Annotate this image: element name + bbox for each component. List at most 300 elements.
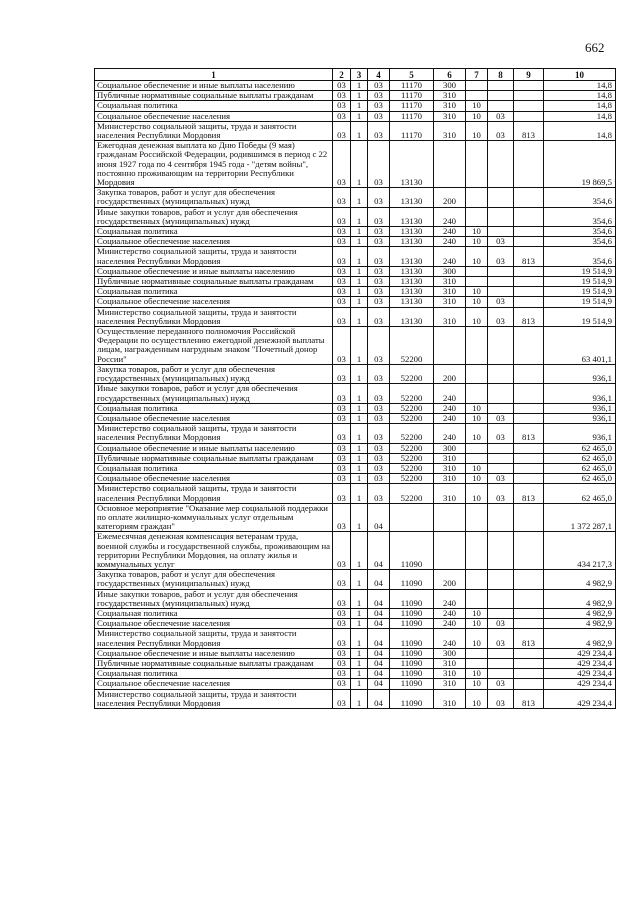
col6-cell: 240 (434, 413, 466, 423)
table-row (95, 91, 616, 101)
header-cell: 4 (368, 69, 390, 81)
table-row (95, 384, 616, 403)
col4-cell: 03 (368, 484, 390, 503)
col6-cell: 310 (434, 277, 466, 287)
amount-cell: 429 234,4 (544, 669, 616, 679)
col5-cell: 11090 (390, 658, 434, 668)
col2-cell: 03 (333, 570, 351, 589)
table-row (95, 364, 616, 383)
col2-cell: 03 (333, 297, 351, 307)
row-name-cell: Социальное обеспечение населения (95, 297, 333, 307)
col7-cell (466, 384, 488, 403)
col8-cell (488, 327, 514, 365)
col2-cell: 03 (333, 101, 351, 111)
col2-cell: 03 (333, 307, 351, 326)
col5-cell (390, 503, 434, 532)
row-name-cell: Министерство социальной защиты, труда и занятости населения Республики Мордовия (95, 689, 333, 708)
col7-cell (466, 570, 488, 589)
col2-cell: 03 (333, 689, 351, 708)
col8-cell (488, 463, 514, 473)
col5-cell: 52200 (390, 413, 434, 423)
col8-cell (488, 81, 514, 91)
col9-cell (514, 237, 544, 247)
col7-cell (466, 364, 488, 383)
col9-cell (514, 619, 544, 629)
col8-cell (488, 364, 514, 383)
col8-cell (488, 188, 514, 207)
col3-cell: 1 (351, 413, 368, 423)
amount-cell: 429 234,4 (544, 679, 616, 689)
row-name-cell: Министерство социальной защиты, труда и занятости населения Республики Мордовия (95, 629, 333, 648)
col3-cell: 1 (351, 463, 368, 473)
col8-cell (488, 608, 514, 618)
table-row (95, 608, 616, 618)
amount-cell: 354,6 (544, 247, 616, 266)
col2-cell: 03 (333, 589, 351, 608)
col4-cell: 04 (368, 503, 390, 532)
col6-cell: 310 (434, 474, 466, 484)
col9-cell: 813 (514, 484, 544, 503)
col9-cell (514, 188, 544, 207)
table-row (95, 247, 616, 266)
col7-cell (466, 266, 488, 276)
row-name-cell: Закупка товаров, работ и услуг для обеспечения государственных (муниципальных) нужд (95, 188, 333, 207)
amount-cell: 936,1 (544, 424, 616, 443)
col6-cell: 240 (434, 384, 466, 403)
col8-cell: 03 (488, 619, 514, 629)
table-row (95, 424, 616, 443)
table-row (95, 629, 616, 648)
col4-cell: 03 (368, 297, 390, 307)
row-name-cell: Публичные нормативные социальные выплаты гражданам (95, 453, 333, 463)
header-cell: 10 (544, 69, 616, 81)
col5-cell: 11090 (390, 669, 434, 679)
col3-cell: 1 (351, 679, 368, 689)
col8-cell: 03 (488, 297, 514, 307)
col5-cell: 52200 (390, 384, 434, 403)
col6-cell: 310 (434, 287, 466, 297)
col5-cell: 52200 (390, 463, 434, 473)
amount-cell: 4 982,9 (544, 570, 616, 589)
col6-cell: 240 (434, 629, 466, 648)
col7-cell: 10 (466, 227, 488, 237)
col3-cell: 1 (351, 207, 368, 226)
col6-cell: 310 (434, 689, 466, 708)
col5-cell: 52200 (390, 474, 434, 484)
amount-cell: 936,1 (544, 364, 616, 383)
row-name-cell: Публичные нормативные социальные выплаты гражданам (95, 277, 333, 287)
col2-cell: 03 (333, 247, 351, 266)
col6-cell: 310 (434, 91, 466, 101)
col6-cell: 310 (434, 101, 466, 111)
col7-cell: 10 (466, 111, 488, 121)
col2-cell: 03 (333, 277, 351, 287)
budget-table (94, 68, 616, 709)
table-row (95, 658, 616, 668)
row-name-cell: Социальное обеспечение населения (95, 619, 333, 629)
col4-cell: 04 (368, 608, 390, 618)
col7-cell (466, 589, 488, 608)
col8-cell (488, 589, 514, 608)
col6-cell: 200 (434, 570, 466, 589)
col8-cell (488, 453, 514, 463)
header-cell: 8 (488, 69, 514, 81)
table-row (95, 101, 616, 111)
row-name-cell: Публичные нормативные социальные выплаты гражданам (95, 658, 333, 668)
col2-cell: 03 (333, 364, 351, 383)
col4-cell: 04 (368, 532, 390, 570)
col3-cell: 1 (351, 277, 368, 287)
col4-cell: 03 (368, 453, 390, 463)
col4-cell: 03 (368, 266, 390, 276)
amount-cell: 4 982,9 (544, 608, 616, 618)
col9-cell (514, 297, 544, 307)
col3-cell: 1 (351, 287, 368, 297)
col7-cell: 10 (466, 629, 488, 648)
row-name-cell: Министерство социальной защиты, труда и занятости населения Республики Мордовия (95, 121, 333, 140)
col2-cell: 03 (333, 111, 351, 121)
col5-cell: 52200 (390, 364, 434, 383)
col6-cell: 240 (434, 237, 466, 247)
col8-cell: 03 (488, 689, 514, 708)
col4-cell: 03 (368, 277, 390, 287)
table-row (95, 237, 616, 247)
col4-cell: 03 (368, 111, 390, 121)
col9-cell: 813 (514, 307, 544, 326)
col7-cell (466, 327, 488, 365)
col2-cell: 03 (333, 121, 351, 140)
col4-cell: 03 (368, 384, 390, 403)
col5-cell: 52200 (390, 327, 434, 365)
col9-cell: 813 (514, 247, 544, 266)
row-name-cell: Социальное обеспечение населения (95, 679, 333, 689)
col2-cell: 03 (333, 679, 351, 689)
col7-cell: 10 (466, 121, 488, 140)
col3-cell: 1 (351, 443, 368, 453)
table-row (95, 689, 616, 708)
col7-cell (466, 503, 488, 532)
col5-cell: 11090 (390, 619, 434, 629)
row-name-cell: Закупка товаров, работ и услуг для обеспечения государственных (муниципальных) нужд (95, 570, 333, 589)
col4-cell: 03 (368, 474, 390, 484)
col5-cell: 11170 (390, 91, 434, 101)
row-name-cell: Социальное обеспечение и иные выплаты населению (95, 81, 333, 91)
amount-cell: 14,8 (544, 101, 616, 111)
col8-cell: 03 (488, 247, 514, 266)
col8-cell (488, 658, 514, 668)
row-name-cell: Иные закупки товаров, работ и услуг для обеспечения государственных (муниципальных) нужд (95, 589, 333, 608)
col7-cell (466, 658, 488, 668)
table-row (95, 111, 616, 121)
col5-cell: 52200 (390, 453, 434, 463)
row-name-cell: Социальная политика (95, 403, 333, 413)
col5-cell: 11090 (390, 608, 434, 618)
col7-cell: 10 (466, 307, 488, 326)
table-row (95, 121, 616, 140)
col4-cell: 03 (368, 121, 390, 140)
col8-cell (488, 648, 514, 658)
col4-cell: 04 (368, 629, 390, 648)
table-body (95, 81, 616, 709)
col9-cell: 813 (514, 424, 544, 443)
col7-cell: 10 (466, 237, 488, 247)
col9-cell (514, 277, 544, 287)
table-row (95, 532, 616, 570)
col9-cell (514, 463, 544, 473)
col3-cell: 1 (351, 327, 368, 365)
col5-cell: 13130 (390, 307, 434, 326)
header-cell: 1 (95, 69, 333, 81)
amount-cell: 19 514,9 (544, 287, 616, 297)
col5-cell: 11170 (390, 121, 434, 140)
budget-table-container (94, 68, 615, 709)
col2-cell: 03 (333, 91, 351, 101)
col8-cell (488, 207, 514, 226)
col5-cell: 13130 (390, 287, 434, 297)
col3-cell: 1 (351, 297, 368, 307)
col3-cell: 1 (351, 608, 368, 618)
col4-cell: 04 (368, 689, 390, 708)
col3-cell: 1 (351, 247, 368, 266)
header-cell: 6 (434, 69, 466, 81)
col2-cell: 03 (333, 327, 351, 365)
table-row (95, 81, 616, 91)
col3-cell: 1 (351, 669, 368, 679)
col6-cell: 240 (434, 608, 466, 618)
col2-cell: 03 (333, 484, 351, 503)
col9-cell (514, 658, 544, 668)
col9-cell (514, 669, 544, 679)
col9-cell (514, 474, 544, 484)
col3-cell: 1 (351, 384, 368, 403)
amount-cell: 19 514,9 (544, 266, 616, 276)
col8-cell: 03 (488, 484, 514, 503)
col6-cell: 240 (434, 589, 466, 608)
col2-cell: 03 (333, 453, 351, 463)
col9-cell (514, 384, 544, 403)
amount-cell: 354,6 (544, 237, 616, 247)
col8-cell (488, 403, 514, 413)
table-row (95, 484, 616, 503)
col3-cell: 1 (351, 484, 368, 503)
table-row (95, 463, 616, 473)
col6-cell: 310 (434, 307, 466, 326)
col3-cell: 1 (351, 629, 368, 648)
col2-cell: 03 (333, 503, 351, 532)
col4-cell: 04 (368, 658, 390, 668)
header-cell: 2 (333, 69, 351, 81)
col3-cell: 1 (351, 91, 368, 101)
col2-cell: 03 (333, 188, 351, 207)
col8-cell (488, 266, 514, 276)
col3-cell: 1 (351, 101, 368, 111)
row-name-cell: Иные закупки товаров, работ и услуг для обеспечения государственных (муниципальных) нужд (95, 207, 333, 226)
col7-cell: 10 (466, 463, 488, 473)
col7-cell: 10 (466, 474, 488, 484)
row-name-cell: Социальное обеспечение и иные выплаты населению (95, 266, 333, 276)
col2-cell: 03 (333, 658, 351, 668)
col3-cell: 1 (351, 237, 368, 247)
col6-cell: 310 (434, 658, 466, 668)
col3-cell: 1 (351, 111, 368, 121)
col6-cell: 310 (434, 453, 466, 463)
col6-cell: 200 (434, 364, 466, 383)
col6-cell: 310 (434, 111, 466, 121)
col2-cell: 03 (333, 443, 351, 453)
col5-cell: 13130 (390, 247, 434, 266)
amount-cell: 19 514,9 (544, 277, 616, 287)
col9-cell: 813 (514, 121, 544, 140)
row-name-cell: Социальное обеспечение населения (95, 413, 333, 423)
col4-cell: 04 (368, 570, 390, 589)
col6-cell: 310 (434, 679, 466, 689)
col5-cell: 11170 (390, 111, 434, 121)
col2-cell: 03 (333, 141, 351, 188)
col4-cell: 03 (368, 101, 390, 111)
col4-cell: 03 (368, 188, 390, 207)
amount-cell: 936,1 (544, 403, 616, 413)
col9-cell (514, 141, 544, 188)
header-cell: 7 (466, 69, 488, 81)
col8-cell (488, 277, 514, 287)
col4-cell: 03 (368, 227, 390, 237)
col4-cell: 03 (368, 327, 390, 365)
col7-cell (466, 532, 488, 570)
col6-cell (434, 532, 466, 570)
col7-cell (466, 91, 488, 101)
row-name-cell: Социальное обеспечение и иные выплаты населению (95, 443, 333, 453)
col2-cell: 03 (333, 403, 351, 413)
col4-cell: 04 (368, 679, 390, 689)
col3-cell: 1 (351, 307, 368, 326)
amount-cell: 14,8 (544, 121, 616, 140)
table-row (95, 277, 616, 287)
col8-cell (488, 101, 514, 111)
col7-cell: 10 (466, 689, 488, 708)
col6-cell: 310 (434, 669, 466, 679)
col9-cell (514, 364, 544, 383)
col7-cell (466, 453, 488, 463)
table-row (95, 327, 616, 365)
row-name-cell: Социальная политика (95, 287, 333, 297)
table-row (95, 266, 616, 276)
row-name-cell: Социальная политика (95, 669, 333, 679)
col2-cell: 03 (333, 81, 351, 91)
col8-cell (488, 384, 514, 403)
table-row (95, 570, 616, 589)
col8-cell: 03 (488, 424, 514, 443)
col4-cell: 04 (368, 669, 390, 679)
col6-cell: 310 (434, 297, 466, 307)
col5-cell: 11170 (390, 81, 434, 91)
col5-cell: 11090 (390, 570, 434, 589)
table-row (95, 297, 616, 307)
amount-cell: 62 465,0 (544, 443, 616, 453)
col2-cell: 03 (333, 669, 351, 679)
col3-cell: 1 (351, 619, 368, 629)
row-name-cell: Публичные нормативные социальные выплаты гражданам (95, 91, 333, 101)
table-row (95, 413, 616, 423)
col5-cell: 11170 (390, 101, 434, 111)
col9-cell (514, 589, 544, 608)
col6-cell: 240 (434, 247, 466, 266)
table-row (95, 227, 616, 237)
amount-cell: 14,8 (544, 111, 616, 121)
col5-cell: 13130 (390, 227, 434, 237)
col3-cell: 1 (351, 658, 368, 668)
amount-cell: 434 217,3 (544, 532, 616, 570)
col6-cell: 200 (434, 188, 466, 207)
amount-cell: 4 982,9 (544, 629, 616, 648)
amount-cell: 429 234,4 (544, 648, 616, 658)
col4-cell: 03 (368, 403, 390, 413)
table-row (95, 648, 616, 658)
col7-cell: 10 (466, 679, 488, 689)
row-name-cell: Министерство социальной защиты, труда и занятости населения Республики Мордовия (95, 484, 333, 503)
col5-cell: 13130 (390, 297, 434, 307)
col8-cell (488, 91, 514, 101)
col7-cell (466, 141, 488, 188)
col5-cell: 11090 (390, 629, 434, 648)
col8-cell (488, 503, 514, 532)
col8-cell: 03 (488, 629, 514, 648)
col3-cell: 1 (351, 266, 368, 276)
col4-cell: 03 (368, 364, 390, 383)
col8-cell: 03 (488, 111, 514, 121)
col3-cell: 1 (351, 532, 368, 570)
col7-cell: 10 (466, 669, 488, 679)
col2-cell: 03 (333, 384, 351, 403)
col6-cell: 240 (434, 424, 466, 443)
col2-cell: 03 (333, 619, 351, 629)
col9-cell (514, 532, 544, 570)
col5-cell: 11090 (390, 589, 434, 608)
col2-cell: 03 (333, 413, 351, 423)
col5-cell: 13130 (390, 207, 434, 226)
col4-cell: 03 (368, 91, 390, 101)
row-name-cell: Социальное обеспечение населения (95, 474, 333, 484)
amount-cell: 62 465,0 (544, 453, 616, 463)
table-row (95, 679, 616, 689)
col3-cell: 1 (351, 474, 368, 484)
col7-cell: 10 (466, 424, 488, 443)
col6-cell: 310 (434, 121, 466, 140)
col8-cell: 03 (488, 474, 514, 484)
col9-cell (514, 503, 544, 532)
row-name-cell: Ежегодная денежная выплата ко Дню Победы (9 мая) гражданам Российской Федерации, родившимся в период с 22 июня 1927 года по 4 сентября 1945 года - "детям войны", постоянно проживающим на территории Республики Мордовия (95, 141, 333, 188)
col6-cell: 240 (434, 403, 466, 413)
col7-cell: 10 (466, 413, 488, 423)
col9-cell (514, 403, 544, 413)
table-row (95, 669, 616, 679)
amount-cell: 4 982,9 (544, 619, 616, 629)
amount-cell: 354,6 (544, 207, 616, 226)
col9-cell (514, 648, 544, 658)
col3-cell: 1 (351, 689, 368, 708)
amount-cell: 936,1 (544, 413, 616, 423)
col9-cell (514, 453, 544, 463)
col4-cell: 03 (368, 207, 390, 226)
col9-cell (514, 266, 544, 276)
header-cell: 9 (514, 69, 544, 81)
table-row (95, 207, 616, 226)
row-name-cell: Министерство социальной защиты, труда и занятости населения Республики Мордовия (95, 307, 333, 326)
col5-cell: 13130 (390, 266, 434, 276)
amount-cell: 1 372 287,1 (544, 503, 616, 532)
col4-cell: 03 (368, 81, 390, 91)
col7-cell: 10 (466, 287, 488, 297)
table-row (95, 403, 616, 413)
